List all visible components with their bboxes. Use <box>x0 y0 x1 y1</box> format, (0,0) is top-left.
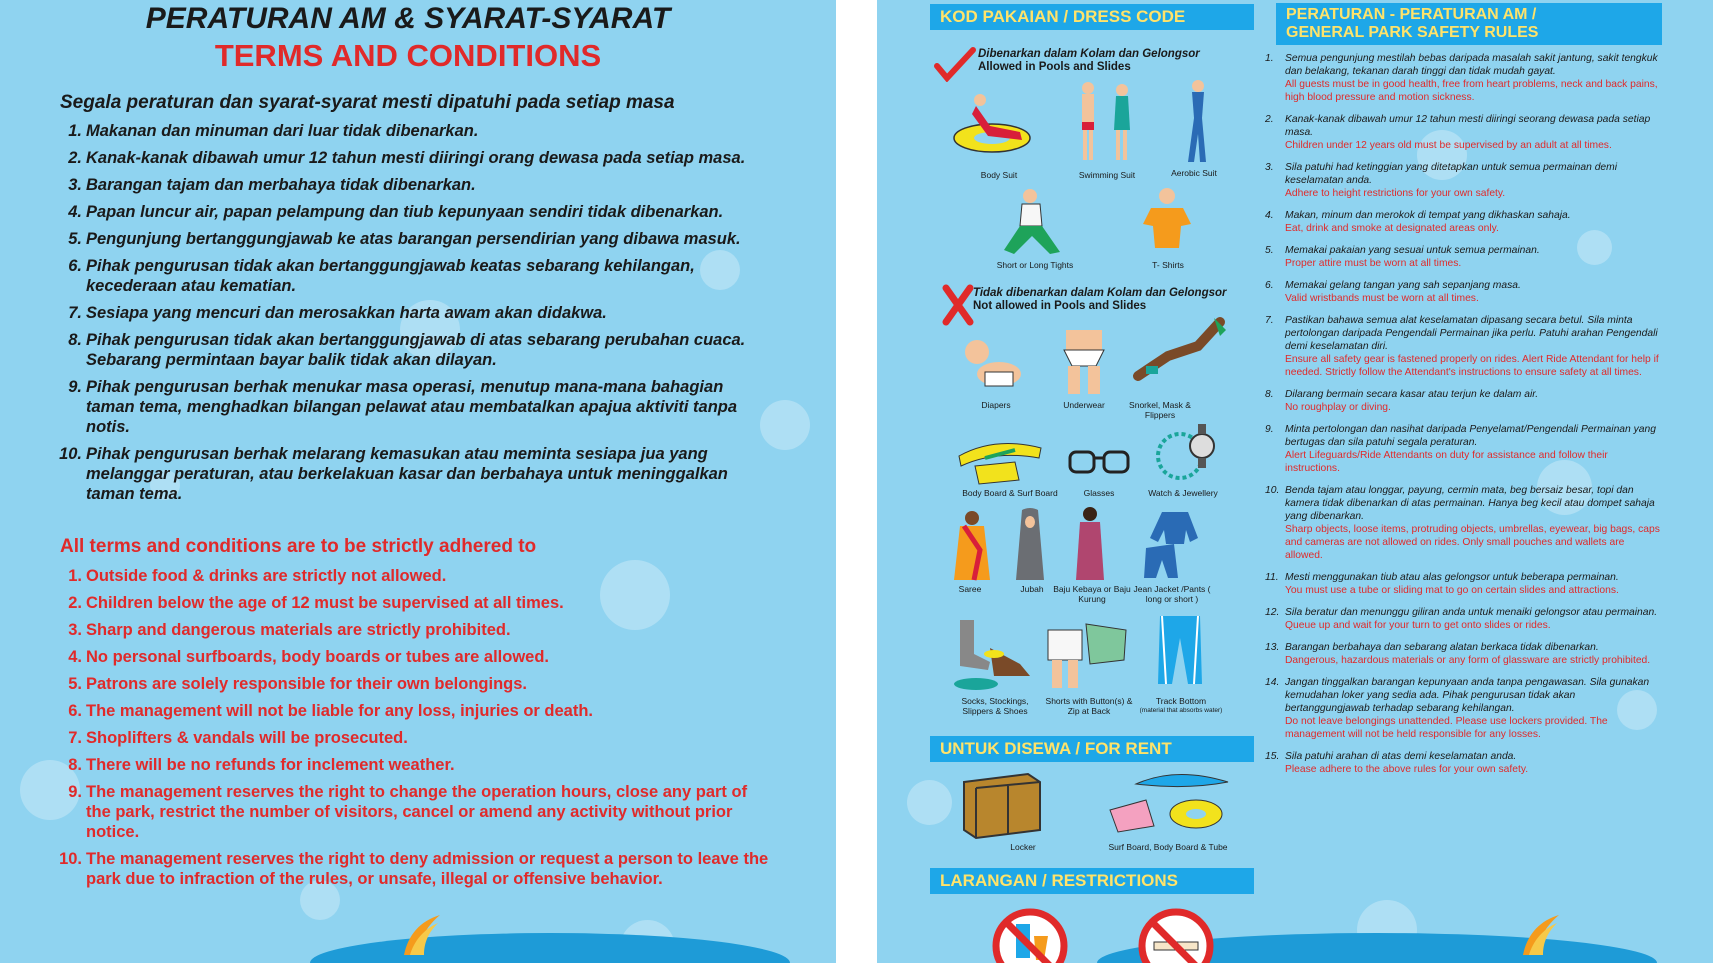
rule-ms: 5. Pengunjung bertanggungjawab ke atas barangan persendirian yang dibawa masuk. <box>68 230 741 248</box>
cross-mark-icon <box>940 284 976 326</box>
rule-en: 10. The management reserves the right to deny admission or request a person to leave the park due to infraction of the rules, or unsafe, illegal or offensive behavior. <box>59 850 769 888</box>
jean-jacket-figure-icon <box>1138 508 1208 580</box>
general-rule: 9. Minta pertolongan dan nasihat daripada Penyelamat/Pengendali Permainan yang bertugas dan sila patuhi segala peraturan. Alert Lifeguards/Ride Attendants on duty for assistance and follow their instructions. <box>1265 424 1656 474</box>
rule-en: 3. Sharp and dangerous materials are strictly prohibited. <box>68 621 511 639</box>
diapers-figure-icon <box>955 336 1035 396</box>
general-rule: 11. Mesti menggunakan tiub atau alas gelongsor untuk beberapa permainan. You must use a tube or sliding mat to go on certain slides and attractions. <box>1265 572 1619 596</box>
heading-en: All terms and conditions are to be strictly adhered to <box>60 536 537 557</box>
rule-en: 1. Outside food & drinks are strictly not allowed. <box>68 567 447 585</box>
rent-item-caption: Surf Board, Body Board & Tube <box>1108 842 1228 852</box>
rule-ms: 10. Pihak pengurusan berhak melarang kemasukan atau meminta sesiapa jua yang melanggar peraturan, atau berkelakuan kasar dan berbahaya untuk meninggalkan taman tema. <box>59 445 728 503</box>
title-en: TERMS AND CONDITIONS <box>214 38 602 73</box>
rule-ms: 2. Kanak-kanak dibawah umur 12 tahun mesti diiringi orang dewasa pada setiap masa. <box>68 149 746 167</box>
rule-ms: 7. Sesiapa yang mencuri dan merosakkan harta awam akan didakwa. <box>68 304 607 322</box>
glasses-figure-icon <box>1066 444 1132 478</box>
surf-board-tube-figure-icon <box>1106 770 1230 836</box>
allowed-label <box>978 48 1228 74</box>
not-allowed-item-caption: Body Board & Surf Board <box>962 488 1058 498</box>
socks-shoes-figure-icon <box>950 614 1036 694</box>
not-allowed-item-caption: Diapers <box>981 400 1011 410</box>
rule-ms: 9. Pihak pengurusan berhak menukar masa operasi, menutup mana-mana bahagian taman tema, menghadkan bilangan pelawat atau membatalkan apajua aktiviti tanpa notis. <box>68 378 738 436</box>
not-allowed-item-caption: Jean Jacket /Pants ( long or short ) <box>1133 584 1211 604</box>
rule-en: 4. No personal surfboards, body boards or tubes are allowed. <box>68 648 550 666</box>
not-allowed-label <box>973 287 1243 313</box>
underwear-figure-icon <box>1056 330 1112 396</box>
rule-ms: 4. Papan luncur air, papan pelampung dan tiub kepunyaan sendiri tidak dibenarkan. <box>68 203 724 221</box>
rule-en: 8. There will be no refunds for inclement weather. <box>68 756 455 774</box>
rent-item-caption: Locker <box>1010 842 1036 852</box>
allowed-item-caption: Swimming Suit <box>1078 170 1136 180</box>
general-rule: 15. Sila patuhi arahan di atas demi keselamatan anda. Please adhere to the above rules for your own safety. <box>1265 751 1529 775</box>
rule-ms: 6. Pihak pengurusan tidak akan bertanggungjawab keatas sebarang kehilangan, kecederaan atau kematian. <box>68 257 695 295</box>
not-allowed-item-caption: Watch & Jewellery <box>1148 488 1218 498</box>
general-rule: 10. Benda tajam atau longgar, payung, cermin mata, beg bersaiz besar, topi dan kamera tidak dibenarkan di atas permainan. Hanya beg kecil atau dompet sahaja yang dibenarkan. Sharp objects, loose items, protruding objects, umbrellas, eyewear, big bags, caps and cameras are not allowed on rides. Only small pouches and wallets are allowed. <box>1265 485 1660 561</box>
general-rule: 7. Pastikan bahawa semua alat keselamatan dipasang secara betul. Sila minta pertolongan daripada Pengendali Permainan jika perlu. Patuhi arahan Pengendali demi keselamatan diri. Ensure all safety gear is fastened properly on rides. Alert Ride Attendant for help if needed. Strictly follow the Attendant's instructions to ensure safety at all times. <box>1265 315 1659 378</box>
not-allowed-item-caption: Snorkel, Mask & Flippers <box>1129 400 1191 420</box>
locker-figure-icon <box>960 768 1044 840</box>
general-rule: 5. Memakai pakaian yang sesuai untuk semua permainan. Proper attire must be worn at all times. <box>1265 245 1540 269</box>
wave-decoration <box>310 933 790 963</box>
not-allowed-item-caption: Underwear <box>1063 400 1105 410</box>
tights-figure-icon <box>990 186 1080 258</box>
rule-en: 9. The management reserves the right to change the operation hours, close any part of the park, restrict the number of visitors, cancel or amend any activity without prior notice. <box>68 783 748 841</box>
dress-code-heading: KOD PAKAIAN / DRESS CODE <box>930 4 1254 30</box>
not-allowed-label-ms: Tidak dibenarkan dalam Kolam dan Gelongsor <box>973 287 1227 299</box>
general-rule: 1. Semua pengunjung mestilah bebas daripada masalah sakit jantung, sakit tengkuk dan belakang, tekanan darah tinggi dan tidak mudah gayat. All guests must be in good health, free from heart problems, neck and back pains, high blood pressure and motion sickness. <box>1265 53 1658 103</box>
not-allowed-item-caption: Glasses <box>1083 488 1115 498</box>
rules-ms-list <box>56 121 776 511</box>
general-rules-heading-en: GENERAL PARK SAFETY RULES <box>1286 24 1539 41</box>
no-smoking-icon <box>1136 906 1216 963</box>
general-rule: 13. Barangan berbahaya dan sebarang alatan berkaca tidak dibenarkan. Dangerous, hazardous materials or any form of glassware are strictly prohibited. <box>1265 642 1651 666</box>
not-allowed-label-en: Not allowed in Pools and Slides <box>973 300 1147 312</box>
no-food-drink-icon <box>990 906 1070 963</box>
not-allowed-item-note: (material that absorbs water) <box>1139 707 1223 714</box>
allowed-item-caption: Body Suit <box>980 170 1018 180</box>
terms-panel <box>0 0 836 963</box>
general-rule: 12. Sila beratur dan menunggu giliran anda untuk menaiki gelongsor atau permainan. Queue up and wait for your turn to get onto slides or rides. <box>1265 607 1658 631</box>
general-rules-heading <box>1276 3 1662 45</box>
general-rule: 6. Memakai gelang tangan yang sah sepanjang masa. Valid wristbands must be worn at all times. <box>1265 280 1521 304</box>
not-allowed-item-caption: Baju Kebaya or Baju Kurung <box>1053 584 1131 604</box>
general-rule: 4. Makan, minum dan merokok di tempat yang dikhaskan sahaja. Eat, drink and smoke at designated areas only. <box>1265 210 1571 234</box>
not-allowed-item-caption: Track Bottom <box>1155 696 1207 706</box>
flame-logo-icon <box>1517 911 1561 957</box>
allowed-item-caption: Short or Long Tights <box>996 260 1074 270</box>
rule-ms: 1. Makanan dan minuman dari luar tidak dibenarkan. <box>68 122 479 140</box>
body-suit-figure-icon <box>950 90 1040 166</box>
intro-ms: Segala peraturan dan syarat-syarat mesti dipatuhi pada setiap masa <box>60 92 675 113</box>
not-allowed-item-caption: Jubah <box>1020 584 1044 594</box>
general-rules-list <box>1265 52 1660 785</box>
general-rule: 2. Kanak-kanak dibawah umur 12 tahun mesti diiringi seorang dewasa pada setiap masa. Children under 12 years old must be supervised by an adult at all times. <box>1265 114 1651 151</box>
rule-en: 5. Patrons are solely responsible for their own belongings. <box>68 675 528 693</box>
shorts-button-figure-icon <box>1046 620 1130 692</box>
aerobic-suit-figure-icon <box>1172 78 1222 168</box>
for-rent-heading: UNTUK DISEWA / FOR RENT <box>930 736 1254 762</box>
body-board-figure-icon <box>955 436 1045 486</box>
flame-logo-icon <box>398 911 442 957</box>
allowed-label-en: Allowed in Pools and Slides <box>978 61 1131 73</box>
general-rule: 14. Jangan tinggalkan barangan kepunyaan anda tanpa pengawasan. Sila gunakan kemudahan loker yang sedia ada. Pihak pengurusan tidak akan bertanggungjawab terhadap sebarang kehilangan. Do not leave belongings unattended. Please use lockers provided. The management will not be held responsible for any losses. <box>1265 677 1650 740</box>
not-allowed-item-caption: Socks, Stockings, Slippers & Shoes <box>961 696 1029 716</box>
general-rule: 8. Dilarang bermain secara kasar atau terjun ke dalam air. No roughplay or diving. <box>1265 389 1539 413</box>
allowed-label-ms: Dibenarkan dalam Kolam dan Gelongsor <box>978 48 1200 60</box>
general-rule: 3. Sila patuhi had ketinggian yang ditetapkan untuk semua permainan demi keselamatan anda. Adhere to height restrictions for your own safety. <box>1265 162 1618 199</box>
baju-kebaya-figure-icon <box>1068 506 1112 582</box>
saree-figure-icon <box>950 510 994 582</box>
rule-en: 6. The management will not be liable for any loss, injuries or death. <box>68 702 594 720</box>
swimming-suit-figure-icon <box>1062 80 1152 166</box>
rule-ms: 3. Barangan tajam dan merbahaya tidak dibenarkan. <box>68 176 476 194</box>
not-allowed-item-caption: Saree <box>958 584 982 594</box>
snorkel-figure-icon <box>1128 316 1228 396</box>
jubah-figure-icon <box>1008 508 1052 582</box>
not-allowed-item-caption: Shorts with Button(s) & Zip at Back <box>1045 696 1133 716</box>
tshirt-figure-icon <box>1133 186 1203 256</box>
watch-jewellery-figure-icon <box>1152 422 1222 486</box>
title-ms: PERATURAN AM & SYARAT-SYARAT <box>145 2 671 35</box>
restrictions-heading: LARANGAN / RESTRICTIONS <box>930 868 1254 894</box>
rule-ms: 8. Pihak pengurusan tidak akan bertanggungjawab di atas sebarang perubahan cuaca. Sebarang permintaan bayar balik tidak akan dilayan. <box>68 331 746 369</box>
general-rules-heading-ms: PERATURAN - PERATURAN AM / <box>1286 6 1537 23</box>
rule-en: 2. Children below the age of 12 must be supervised at all times. <box>68 594 564 612</box>
rule-en: 7. Shoplifters & vandals will be prosecuted. <box>68 729 408 747</box>
check-mark-icon <box>933 46 977 82</box>
allowed-item-caption: T- Shirts <box>1152 260 1184 270</box>
allowed-item-caption: Aerobic Suit <box>1171 168 1217 178</box>
rules-en-list <box>56 566 776 896</box>
track-bottom-figure-icon <box>1152 614 1208 694</box>
